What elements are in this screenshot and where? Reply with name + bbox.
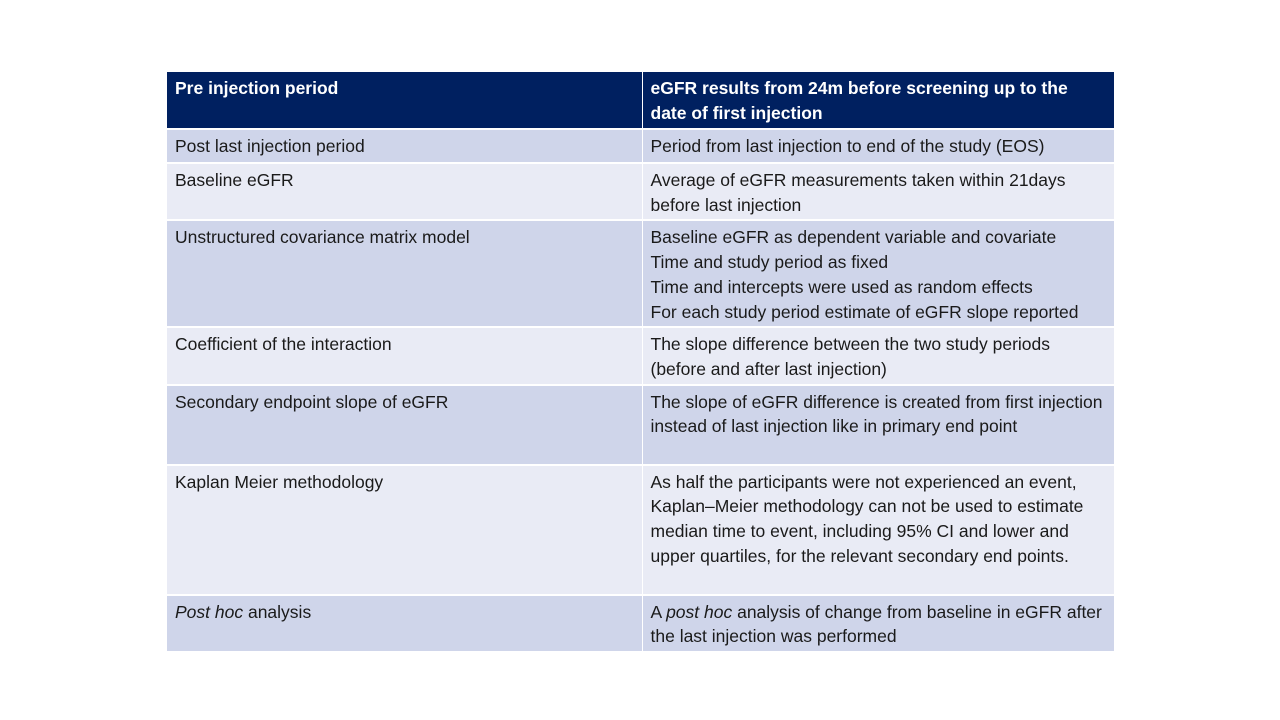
definition-line: The slope of eGFR difference is created from first injection instead of last injection like in primary end point	[650, 391, 1103, 437]
row-definition	[642, 327, 1114, 384]
table-row	[167, 163, 1114, 220]
definition-italic: post hoc	[666, 601, 733, 622]
header-term: Pre injection period	[167, 72, 642, 129]
definition-line: Baseline eGFR as dependent variable and covariate	[650, 227, 1057, 248]
table-row	[167, 129, 1114, 163]
definition-line: For each study period estimate of eGFR slope reported	[650, 301, 1079, 322]
table-row	[167, 385, 1114, 465]
row-term: Baseline eGFR	[167, 163, 642, 220]
table-row	[167, 465, 1114, 595]
row-definition	[642, 163, 1114, 220]
header-definition: eGFR results from 24m before screening up to the date of first injection	[642, 72, 1114, 129]
table-header-row	[167, 72, 1114, 129]
term-rest: analysis	[243, 601, 312, 622]
row-definition	[642, 385, 1114, 465]
term-italic: Post hoc	[175, 601, 244, 622]
definition-line: As half the participants were not experienced an event, Kaplan–Meier methodology can not be used to estimate median time to event, including 95% CI and lower and upper quartiles, for the relevant secondary end points.	[650, 471, 1084, 566]
definition-pre: A	[650, 601, 667, 622]
row-term: Coefficient of the interaction	[167, 327, 642, 384]
definition-line: Average of eGFR measurements taken within 21days before last injection	[650, 170, 1066, 215]
row-definition	[642, 220, 1114, 327]
row-term: Kaplan Meier methodology	[167, 465, 642, 595]
table-row	[167, 327, 1114, 384]
row-term: Post last injection period	[167, 129, 642, 163]
definition-line: Time and study period as fixed	[650, 252, 889, 273]
definition-line: The slope difference between the two study periods (before and after last injection)	[650, 334, 1051, 379]
row-term: Secondary endpoint slope of eGFR	[167, 385, 642, 465]
definition-post: analysis of change from baseline in eGFR after the last injection was performed	[650, 601, 1102, 647]
table-row	[167, 595, 1114, 652]
table-row	[167, 220, 1114, 327]
row-definition	[642, 129, 1114, 163]
row-term: Unstructured covariance matrix model	[167, 220, 642, 327]
row-term	[167, 595, 642, 652]
row-definition	[642, 595, 1114, 652]
definition-line: Period from last injection to end of the study (EOS)	[650, 136, 1045, 156]
row-definition	[642, 465, 1114, 595]
definitions-table	[167, 72, 1114, 653]
definition-line: Time and intercepts were used as random effects	[650, 276, 1033, 297]
